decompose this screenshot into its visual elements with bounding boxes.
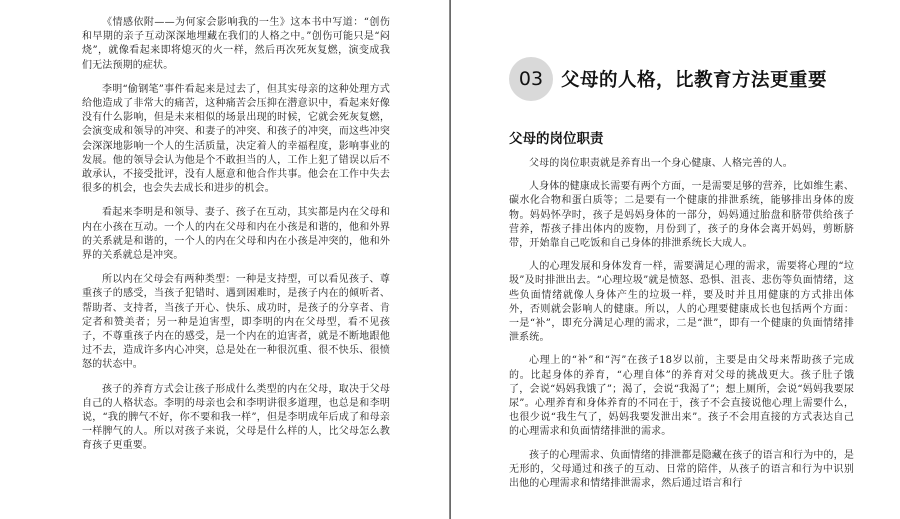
left-page-body <box>82 16 390 464</box>
paragraph: 孩子的养育方式会让孩子形成什么类型的内在父母，取决于父母自己的人格状态。李明的母亲也会和李明讲很多道理，也总是和李明说，“我的脾气不好，你不要和我一样”，但是李明成年后成了和母亲一样脾气的人。所以对孩子来说，父母是什么样的人，比父母怎么教育孩子更重要。 <box>82 383 390 452</box>
paragraph: 《情感依附——为何家会影响我的一生》这本书中写道：“创伤和早期的亲子互动深深地埋藏在我们的人格之中。”创伤可能只是“闷烧”，就像看起来即将熄灭的火一样，然后再次死灰复燃，演变成我们无法预期的症状。 <box>82 17 390 71</box>
left-page <box>0 0 449 519</box>
paragraph: 父母的岗位职责就是养育出一个身心健康、人格完善的人。 <box>529 158 793 169</box>
paragraph: 李明“偷钢笔”事件看起来是过去了，但其实母亲的这种处理方式给他造成了非常大的痛苦，这种痛苦会压抑在潜意识中，看起来好像没有什么影响，但是未来相似的场景出现的时候，它就会死灰复燃，会演变成和领导的冲突、和妻子的冲突、和孩子的冲突，而这些冲突会深深地影响一个人的生活质量，决定着人的幸福程度，影响事业的发展。他的领导会认为他是个不敢担当的人，工作上犯了错误以后不敢承认，不接受批评，没有人愿意和他合作共事。他会在工作中失去很多的机会，也会失去成长和进步的机会。 <box>82 83 390 195</box>
right-page <box>451 0 900 519</box>
right-page-body <box>509 157 854 500</box>
paragraph: 人的心理发展和身体发育一样，需要满足心理的需求，需要将心理的“垃圾”及时排泄出去。“心理垃圾”就是愤怒、恐惧、沮丧、悲伤等负面情绪，这些负面情绪就像人身体产生的垃圾一样，要及时并且用健康的方式排出体外，否则就会影响人的健康。所以，人的心理要健康成长也包括两个方面：一是“补”，即充分满足心理的需求，二是“泄”，即有一个健康的负面情绪排泄系统。 <box>509 261 854 344</box>
paragraph: 看起来李明是和领导、妻子、孩子在互动，其实都是内在父母和内在小孩在互动。一个人的内在父母和内在小孩是和谐的，他和外界的关系就是和谐的，一个人的内在父母和内在小孩是冲突的，他和外界的关系就总是冲突。 <box>82 207 390 262</box>
section-title: 父母的岗位职责 <box>509 131 604 147</box>
paragraph: 人身体的健康成长需要有两个方面，一是需要足够的营养，比如维生素、碳水化合物和蛋白质等；二是要有一个健康的排泄系统，能够排出身体的废物。妈妈怀孕时，孩子是妈妈身体的一部分，妈妈通过胎盘和脐带供给孩子营养，帮孩子排出体内的废物，月份到了，孩子的身体会离开妈妈，剪断脐带，开始靠自己吃饭和自己身体的排泄系统长大成人。 <box>509 181 854 250</box>
paragraph: 心理上的“补”和“泻”在孩子18岁以前，主要是由父母来帮助孩子完成的。比起身体的养育，“心理自体”的养育对父母的挑战更大。孩子肚子饿了，会说“妈妈我饿了”；渴了，会说“我渴了”；想上厕所，会说“妈妈我要尿尿”。心理养育和身体养育的不同在于，孩子不会直接说他心理上需要什么，也很少说“我生气了，妈妈我要发泄出来”。孩子不会用直接的方式表达自己的心理需求和负面情绪排泄的需求。 <box>509 355 854 438</box>
chapter-number-badge: 03 <box>509 57 553 101</box>
chapter-title: 父母的人格，比教育方法更重要 <box>561 70 828 91</box>
paragraph: 所以内在父母会有两种类型：一种是支持型，可以看见孩子、尊重孩子的感受，当孩子犯错时、遇到困难时，是孩子内在的倾听者、帮助者、支持者，当孩子开心、快乐、成功时，是孩子的分享者、肯定者和赞美者；另一种是迫害型，即李明的内在父母型，看不见孩子，不尊重孩子内在的感受，是一个内在的迫害者，就是不断地跟他过不去，造成许多内心冲突，总是处在一种很沉重、很不快乐、很愤怒的状态中。 <box>82 274 390 371</box>
paragraph: 孩子的心理需求、负面情绪的排泄都是隐藏在孩子的语言和行为中的，是无形的，父母通过和孩子的互动、日常的陪伴，从孩子的语言和行为中识别出他的心理需求和情绪排泄需求，然后通过语言和行 <box>509 449 854 490</box>
chapter-heading <box>509 57 827 101</box>
